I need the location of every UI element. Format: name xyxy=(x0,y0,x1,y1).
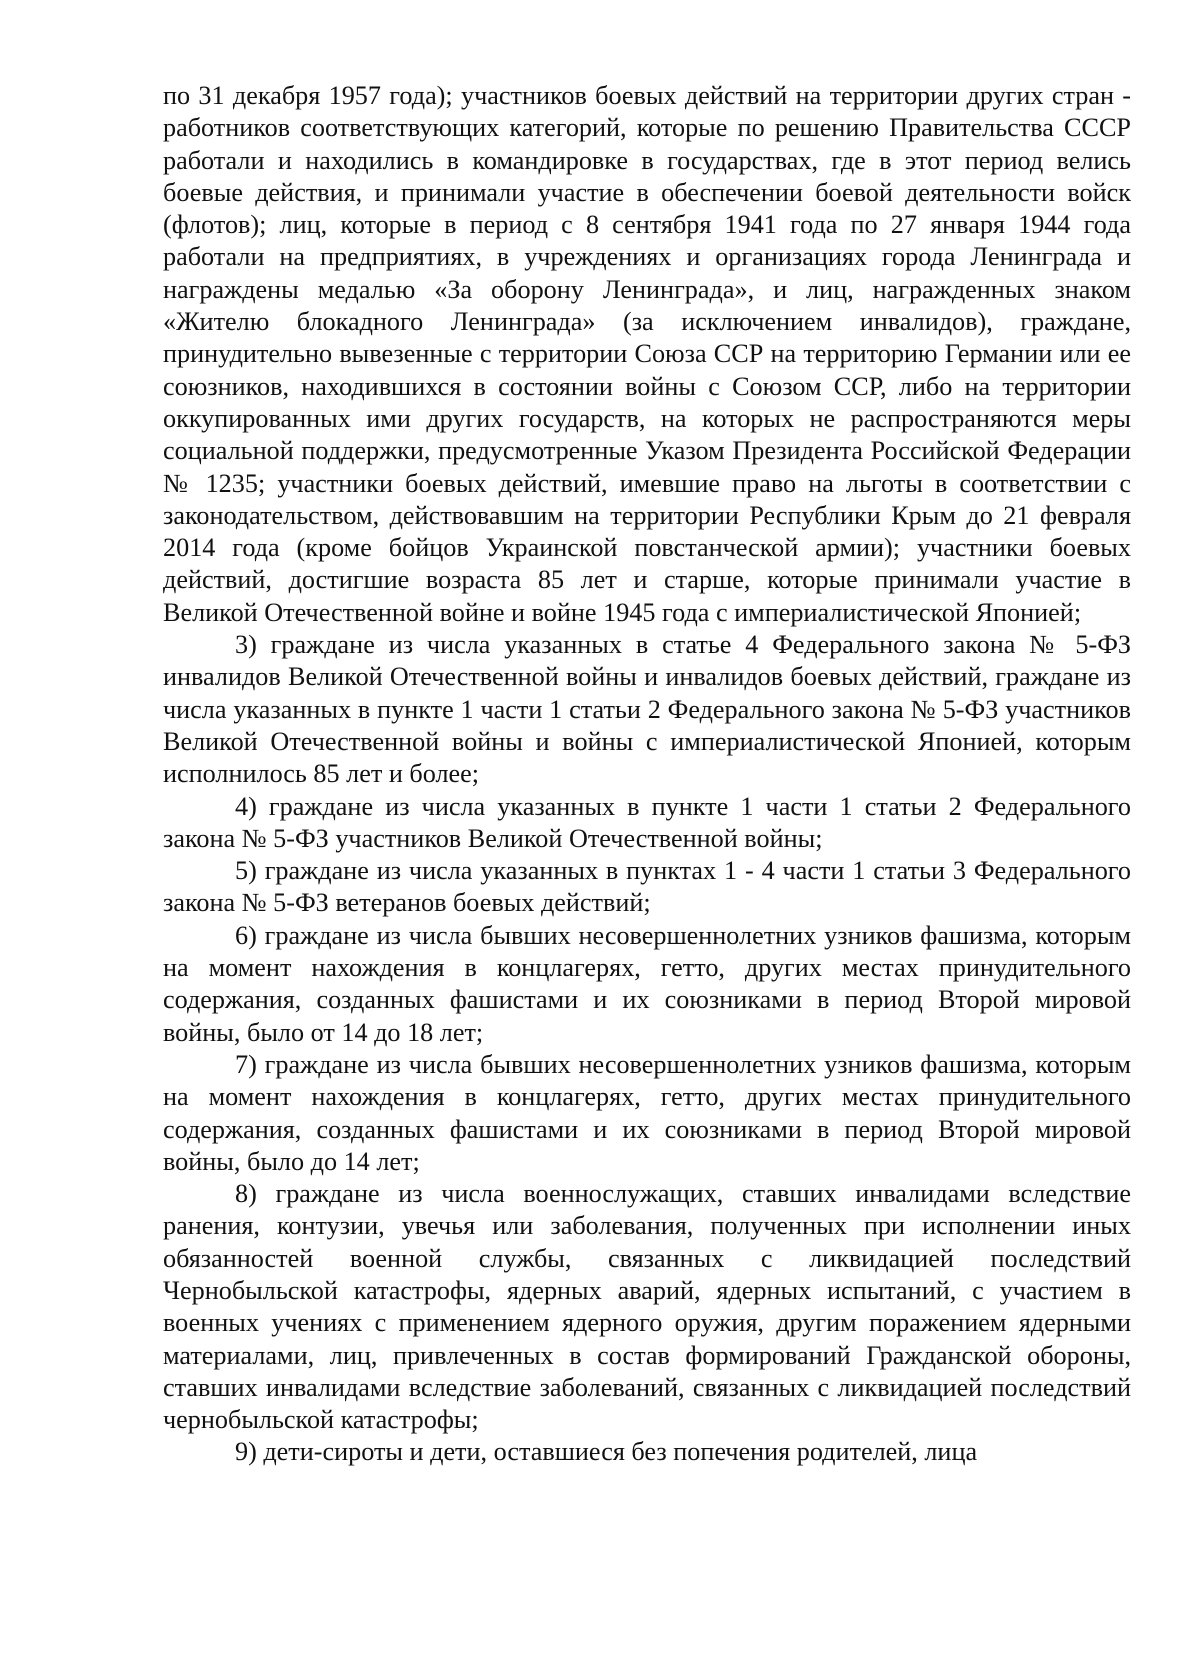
paragraph-item-6: 6) граждане из числа бывших несовершеннолетних узников фашизма, которым на момент нахождения в концлагерях, гетто, других местах принудительного содержания, созданных фашистами и их союзниками в период Второй мировой войны, было от 14 до 18 лет; xyxy=(163,920,1131,1047)
paragraph-item-7: 7) граждане из числа бывших несовершеннолетних узников фашизма, которым на момент нахождения в концлагерях, гетто, других местах принудительного содержания, созданных фашистами и их союзниками в период Второй мировой войны, было до 14 лет; xyxy=(163,1049,1131,1176)
paragraph-item-3: 3) граждане из числа указанных в статье 4 Федерального закона № 5-ФЗ инвалидов Великой Отечественной войны и инвалидов боевых действий, граждане из числа указанных в пункте 1 части 1 статьи 2 Федерального закона № 5-ФЗ участников Великой Отечественной войны и войны с империалистической Японией, которым исполнилось 85 лет и более; xyxy=(163,630,1131,789)
paragraph-item-5: 5) граждане из числа указанных в пунктах 1 - 4 части 1 статьи 3 Федерального закона № 5-ФЗ ветеранов боевых действий; xyxy=(163,856,1131,918)
paragraph-continuation: по 31 декабря 1957 года); участников боевых действий на территории других стран - работников соответствующих категорий, которые по решению Правительства СССР работали и находились в командировке в государствах, где в этот период велись боевые действия, и принимали участие в обеспечении боевой деятельности войск (флотов); лиц, которые в период с 8 сентября 1941 года по 27 января 1944 года работали на предприятиях, в учреждениях и организациях города Ленинграда и награждены медалью «За оборону Ленинграда», и лиц, награжденных знаком «Жителю блокадного Ленинграда» (за исключением инвалидов), граждане, принудительно вывезенные с территории Союза ССР на территорию Германии или ее союзников, находившихся в состоянии войны с Союзом ССР, либо на территории оккупированных ими других государств, на которых не распространяются меры социальной поддержки, предусмотренные Указом Президента Российской Федерации № 1235; участники боевых действий, имевшие право на льготы в соответствии с законодательством, действовавшим на территории Республики Крым до 21 февраля 2014 года (кроме бойцов Украинской повстанческой армии); участники боевых действий, достигшие возраста 85 лет и старше, которые принимали участие в Великой Отечественной войне и войне 1945 года с империалистической Японией; xyxy=(163,81,1131,627)
document-body xyxy=(163,80,1131,1469)
paragraph-item-8: 8) граждане из числа военнослужащих, ставших инвалидами вследствие ранения, контузии, увечья или заболевания, полученных при исполнении иных обязанностей военной службы, связанных с ликвидацией последствий Чернобыльской катастрофы, ядерных аварий, ядерных испытаний, с участием в военных учениях с применением ядерного оружия, другим поражением ядерными материалами, лиц, привлеченных в состав формирований Гражданской обороны, ставших инвалидами вследствие заболеваний, связанных с ликвидацией последствий чернобыльской катастрофы; xyxy=(163,1179,1131,1435)
paragraph-item-9: 9) дети-сироты и дети, оставшиеся без попечения родителей, лица xyxy=(235,1437,978,1467)
paragraph-item-4: 4) граждане из числа указанных в пункте 1 части 1 статьи 2 Федерального закона № 5-ФЗ участников Великой Отечественной войны; xyxy=(163,791,1131,853)
